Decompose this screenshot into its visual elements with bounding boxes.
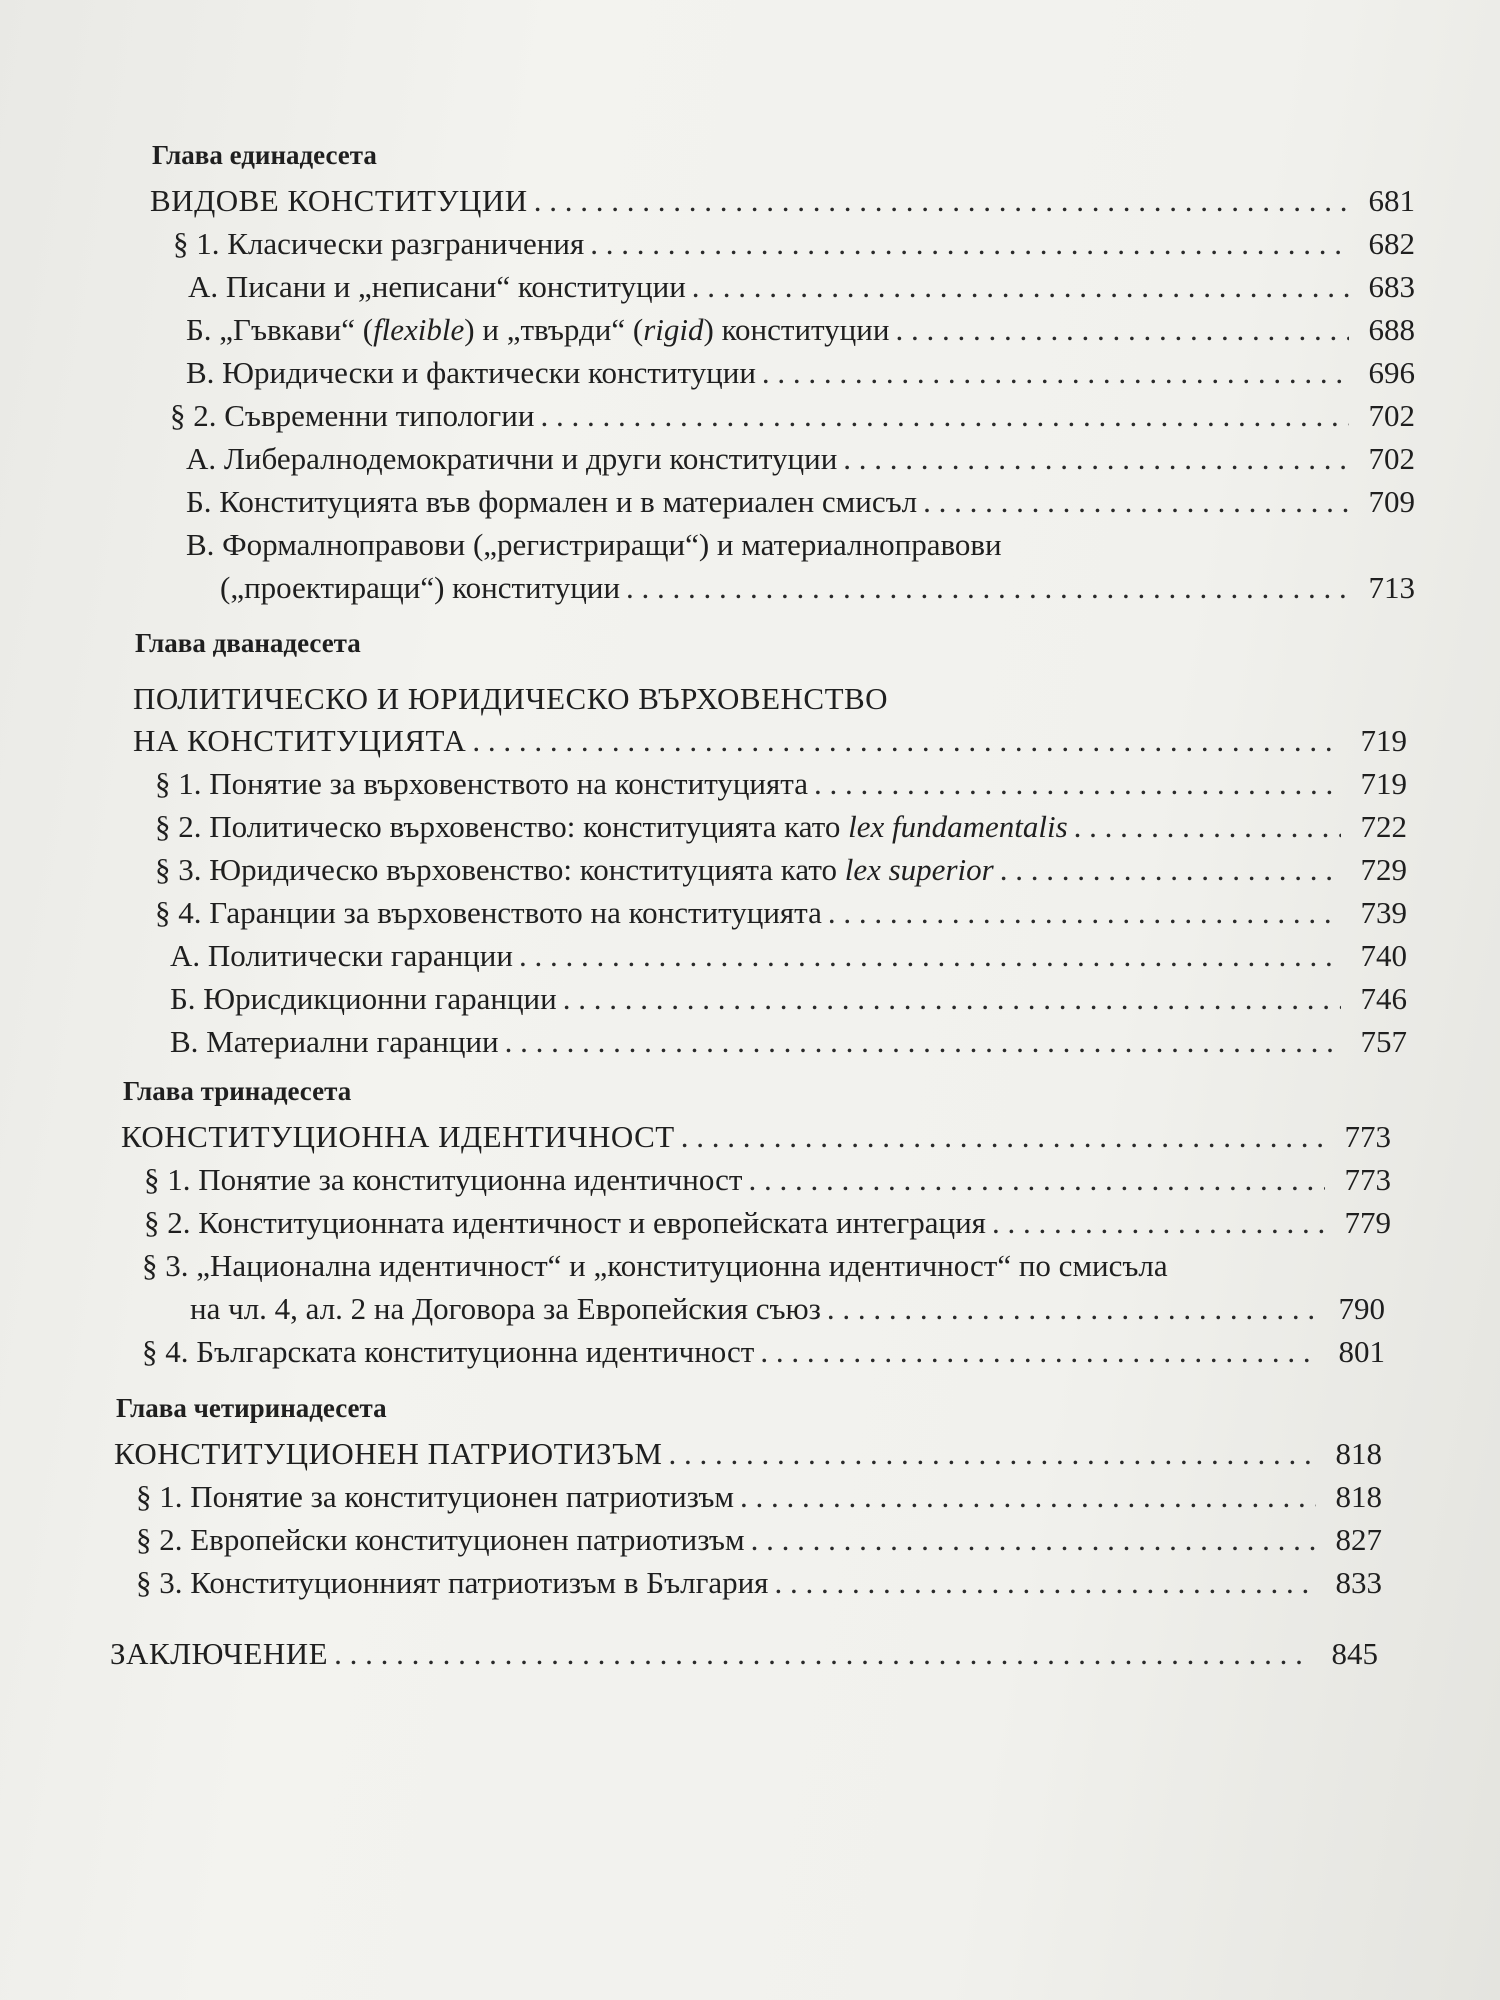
- page-number: 827: [1335, 1522, 1382, 1557]
- entry-title: на чл. 4, ал. 2 на Договора за Европейския съюз: [190, 1291, 821, 1326]
- entry-title: В. Юридически и фактически конституции: [186, 355, 756, 390]
- entry-title: („проектиращи“) конституции: [220, 570, 621, 605]
- entry-title: Б. „Гъвкави“ (flexible) и „твърди“ (rigid) конституции: [186, 312, 890, 347]
- toc-entry[interactable]: [170, 937, 1407, 975]
- page-number: 681: [1368, 183, 1415, 218]
- leader-dots: [1000, 851, 1341, 889]
- page-number: 709: [1368, 484, 1415, 519]
- page-number: 801: [1338, 1334, 1385, 1369]
- entry-title: § 4. Българската конституционна идентичност: [142, 1334, 755, 1369]
- chapter-title: ВИДОВЕ КОНСТИТУЦИИ: [150, 183, 528, 218]
- toc-chapter-entry[interactable]: [114, 1435, 1382, 1473]
- leader-dots: [760, 1333, 1319, 1371]
- entry-title: А. Политически гаранции: [170, 938, 513, 973]
- page-number: 740: [1360, 938, 1407, 973]
- chapter-title[interactable]: ПОЛИТИЧЕСКО И ЮРИДИЧЕСКО ВЪРХОВЕНСТВО: [133, 681, 889, 716]
- chapter-label: Глава единадесета: [152, 140, 377, 170]
- page-number: 682: [1368, 226, 1415, 261]
- leader-dots: [827, 1290, 1319, 1328]
- conclusion-title: ЗАКЛЮЧЕНИЕ: [110, 1636, 329, 1671]
- page-number: 773: [1344, 1119, 1391, 1154]
- entry-title: Б. Конституцията във формален и в материален смисъл: [186, 484, 918, 519]
- toc-entry[interactable]: [155, 808, 1407, 846]
- page-number: 773: [1344, 1162, 1391, 1197]
- chapter-label: Глава дванадесета: [135, 628, 361, 658]
- entry-title: § 4. Гаранции за върховенството на конституцията: [155, 895, 822, 930]
- toc-entry[interactable]: [136, 1564, 1382, 1602]
- leader-dots: [334, 1635, 1312, 1673]
- page-number: 702: [1368, 441, 1415, 476]
- toc-entry[interactable]: [170, 1023, 1407, 1061]
- entry-title: § 3. Юридическо върховенство: конституцията като lex superior: [155, 852, 994, 887]
- leader-dots: [923, 483, 1349, 521]
- leader-dots: [563, 980, 1341, 1018]
- toc-entry[interactable]: [186, 354, 1415, 392]
- page-number: 746: [1360, 981, 1407, 1016]
- leader-dots: [748, 1161, 1325, 1199]
- entry-title: § 2. Европейски конституционен патриотизъм: [136, 1522, 745, 1557]
- toc-entry[interactable]: [136, 1521, 1382, 1559]
- page-number: 696: [1368, 355, 1415, 390]
- entry-title: § 1. Понятие за конституционна идентичност: [144, 1162, 743, 1197]
- leader-dots: [590, 225, 1349, 263]
- latin-term: lex fundamentalis: [848, 809, 1068, 844]
- toc-entry[interactable]: [220, 569, 1415, 607]
- toc-entry[interactable]: [186, 311, 1415, 349]
- leader-dots: [472, 722, 1341, 760]
- toc-entry[interactable]: [136, 1478, 1382, 1516]
- toc-entry-line[interactable]: § 3. „Национална идентичност“ и „конституционна идентичност“ по смисъла: [142, 1248, 1168, 1283]
- page-number: 688: [1368, 312, 1415, 347]
- leader-dots: [1074, 808, 1341, 846]
- leader-dots: [540, 397, 1349, 435]
- leader-dots: [814, 765, 1341, 803]
- page-number: 757: [1360, 1024, 1407, 1059]
- toc-entry[interactable]: [188, 268, 1415, 306]
- page-number: 702: [1368, 398, 1415, 433]
- page-number: 729: [1360, 852, 1407, 887]
- chapter-label: Глава четиринадесета: [116, 1393, 387, 1423]
- leader-dots: [534, 182, 1349, 220]
- toc-entry-line[interactable]: В. Формалноправови („регистриращи“) и материалноправови: [186, 527, 1002, 562]
- toc-entry[interactable]: [186, 483, 1415, 521]
- chapter-title: КОНСТИТУЦИОННА ИДЕНТИЧНОСТ: [121, 1119, 675, 1154]
- leader-dots: [774, 1564, 1316, 1602]
- toc-entry[interactable]: [190, 1290, 1385, 1328]
- latin-term: flexible: [373, 312, 465, 347]
- leader-dots: [762, 354, 1349, 392]
- toc-entry[interactable]: [155, 851, 1407, 889]
- entry-title: Б. Юрисдикционни гаранции: [170, 981, 557, 1016]
- leader-dots: [505, 1023, 1341, 1061]
- toc-conclusion-entry[interactable]: [110, 1635, 1378, 1673]
- entry-title: § 1. Класически разграничения: [173, 226, 585, 261]
- toc-entry[interactable]: [144, 1204, 1391, 1242]
- page-number: 719: [1360, 766, 1407, 801]
- entry-title: § 1. Понятие за върховенството на конституцията: [155, 766, 808, 801]
- toc-entry[interactable]: [186, 440, 1415, 478]
- toc-entry[interactable]: [155, 765, 1407, 803]
- leader-dots: [669, 1435, 1317, 1473]
- entry-title: § 1. Понятие за конституционен патриотизъм: [136, 1479, 735, 1514]
- latin-term: lex superior: [844, 852, 994, 887]
- toc-entry[interactable]: [144, 1161, 1391, 1199]
- toc-chapter-entry[interactable]: [121, 1118, 1391, 1156]
- page-number: 683: [1368, 269, 1415, 304]
- toc-chapter-entry[interactable]: [133, 722, 1407, 760]
- toc-entry[interactable]: [142, 1333, 1385, 1371]
- page-number: 818: [1335, 1479, 1382, 1514]
- page-number: 739: [1360, 895, 1407, 930]
- page-number: 845: [1331, 1636, 1378, 1671]
- entry-title: § 3. Конституционният патриотизъм в България: [136, 1565, 769, 1600]
- toc-entry[interactable]: [170, 980, 1407, 1018]
- chapter-title-cont: НА КОНСТИТУЦИЯТА: [133, 723, 467, 758]
- toc-entry[interactable]: [173, 225, 1415, 263]
- page-number: 713: [1368, 570, 1415, 605]
- entry-title: В. Материални гаранции: [170, 1024, 499, 1059]
- leader-dots: [828, 894, 1341, 932]
- page-number: 833: [1335, 1565, 1382, 1600]
- entry-title: § 2. Конституционната идентичност и европейската интеграция: [144, 1205, 986, 1240]
- leader-dots: [992, 1204, 1325, 1242]
- toc-entry[interactable]: [155, 894, 1407, 932]
- leader-dots: [895, 311, 1349, 349]
- leader-dots: [843, 440, 1349, 478]
- chapter-title: КОНСТИТУЦИОНЕН ПАТРИОТИЗЪМ: [114, 1436, 663, 1471]
- latin-term: rigid: [643, 312, 704, 347]
- entry-title: А. Писани и „неписани“ конституции: [188, 269, 686, 304]
- chapter-label: Глава тринадесета: [123, 1076, 352, 1106]
- entry-title: § 2. Съвременни типологии: [170, 398, 535, 433]
- leader-dots: [626, 569, 1349, 607]
- page-number: 722: [1360, 809, 1407, 844]
- leader-dots: [692, 268, 1349, 306]
- leader-dots: [740, 1478, 1316, 1516]
- page-number: 719: [1360, 723, 1407, 758]
- toc-chapter-entry[interactable]: [150, 182, 1415, 220]
- entry-title: § 2. Политическо върховенство: конституцията като lex fundamentalis: [155, 809, 1068, 844]
- page-number: 779: [1344, 1205, 1391, 1240]
- page-number: 818: [1335, 1436, 1382, 1471]
- leader-dots: [681, 1118, 1325, 1156]
- toc-entry[interactable]: [170, 397, 1415, 435]
- page-number: 790: [1338, 1291, 1385, 1326]
- leader-dots: [519, 937, 1341, 975]
- entry-title: А. Либералнодемократични и други конституции: [186, 441, 838, 476]
- leader-dots: [751, 1521, 1316, 1559]
